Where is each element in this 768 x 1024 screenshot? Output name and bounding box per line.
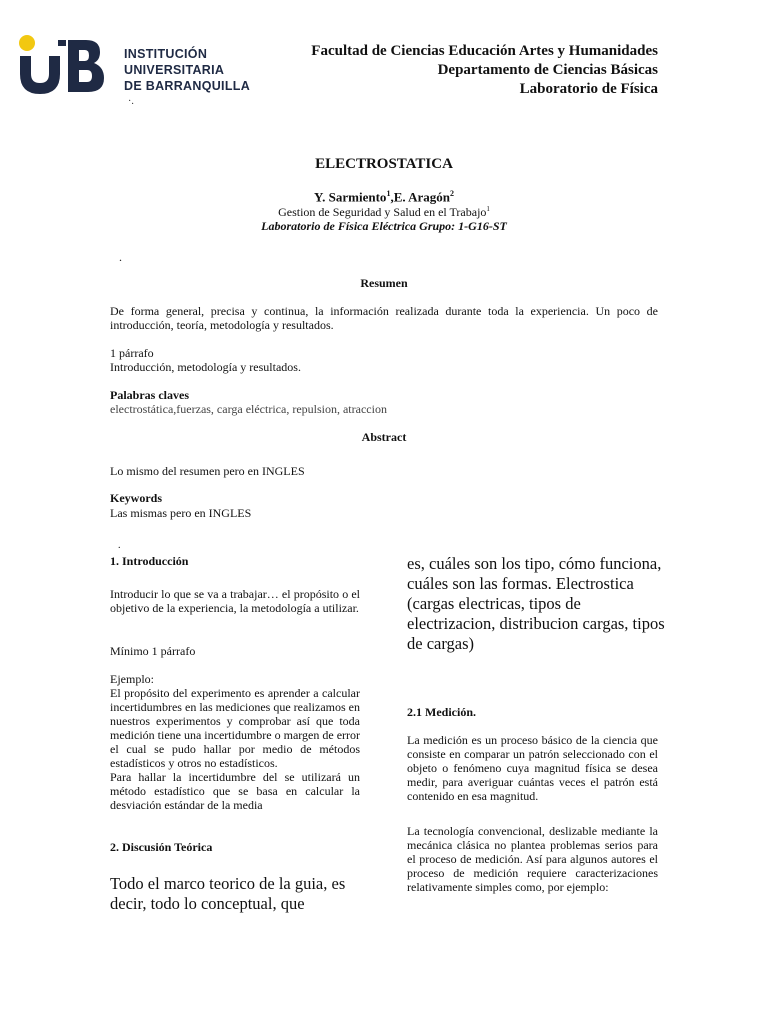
- affiliation: [0, 205, 768, 220]
- ub-logo-mark-icon: [18, 34, 118, 104]
- medicion-heading: 2.1 Medición.: [407, 705, 476, 719]
- logo-line-2: UNIVERSITARIA: [124, 63, 225, 77]
- intro-example: Ejemplo: El propósito del experimento es aprender a calcular incertidumbres en las mediciones que realizamos en nuestros experimentos y comprobar así que toda medición tiene una incertidumbre o margen de error el cual se pudo hallar por medio de métodos estadísticos y otros no estadísticos. Para hallar la incertidumbre del se utilizará un método estadístico que se basa en calcular la desviación estándar de la media: [110, 672, 361, 812]
- palabras-text: electrostática,fuerzas, carga eléctrica, repulsion, atraccion: [110, 402, 387, 416]
- department-name: Departamento de Ciencias Básicas: [437, 62, 658, 78]
- author-2-sup: 2: [450, 189, 455, 198]
- keywords-text: Las mismas pero en INGLES: [110, 506, 252, 520]
- author-2: ,E. Aragón: [390, 189, 451, 205]
- logo-line-1: INSTITUCIÓN: [124, 47, 208, 61]
- intro-heading: 1. Introducción: [110, 554, 189, 568]
- resumen-text: De forma general, precisa y continua, la información realizada durante toda la experiencia. Un poco de introducción, teoría, metodología y resultados.: [110, 304, 658, 332]
- resumen-note-2: Introducción, metodología y resultados.: [110, 360, 301, 374]
- discusion-heading: 2. Discusión Teórica: [110, 840, 213, 854]
- intro-paragraph-2: Mínimo 1 párrafo: [110, 644, 196, 658]
- abstract-text: Lo mismo del resumen pero en INGLES: [110, 464, 305, 478]
- medicion-paragraph-2: La tecnología convencional, deslizable mediante la mecánica clásica no plantea problemas serios para el proceso de medición. Así para algunos autores el proceso de medición requiere caracterizaciones relativamente simples como, por ejemplo:: [407, 824, 658, 894]
- lab-group: Laboratorio de Física Eléctrica Grupo: 1-G16-ST: [261, 219, 507, 233]
- document-header: [311, 42, 658, 99]
- laboratory-name: Laboratorio de Física: [519, 81, 658, 97]
- affiliation-sup: 1: [486, 205, 490, 213]
- intro-paragraph-1: Introducir lo que se va a trabajar… el propósito o el objetivo de la experiencia, la metodología a utilizar.: [110, 587, 360, 615]
- author-1: Y. Sarmiento: [313, 189, 387, 205]
- theory-continuation: es, cuáles son los tipo, cómo funciona, cuáles son las formas. Electrostica (cargas electricas, tipos de electrizacion, distribucion cargas, tipos de cargas): [407, 554, 665, 653]
- resumen-heading: Resumen: [360, 276, 408, 290]
- author-1-sup: 1: [386, 189, 391, 198]
- authors: [0, 189, 768, 205]
- stray-dot: .: [119, 250, 122, 264]
- medicion-paragraph-1: La medición es un proceso básico de la ciencia que consiste en comparar un patrón seleccionado con el objeto o fenómeno cuya magnitud física se desea medir, para averiguar cuántas veces el patrón está contenido en esa magnitud.: [407, 733, 658, 803]
- keywords-heading: Keywords: [110, 491, 162, 505]
- abstract-heading: Abstract: [361, 430, 407, 444]
- faculty-name: Facultad de Ciencias Educación Artes y Humanidades: [311, 43, 658, 59]
- document-title: ELECTROSTATICA: [315, 156, 453, 172]
- stray-mark: ·.: [128, 96, 134, 107]
- university-logo: [18, 34, 258, 104]
- logo-text: [124, 46, 250, 94]
- logo-line-3: DE BARRANQUILLA: [124, 79, 251, 93]
- stray-dot-2: .: [118, 540, 121, 551]
- palabras-heading: Palabras claves: [110, 388, 189, 402]
- resumen-note-1: 1 párrafo: [110, 346, 154, 360]
- affiliation-text: Gestion de Seguridad y Salud en el Trabajo: [278, 205, 487, 219]
- discusion-text: Todo el marco teorico de la guia, es decir, todo lo conceptual, que: [110, 874, 346, 913]
